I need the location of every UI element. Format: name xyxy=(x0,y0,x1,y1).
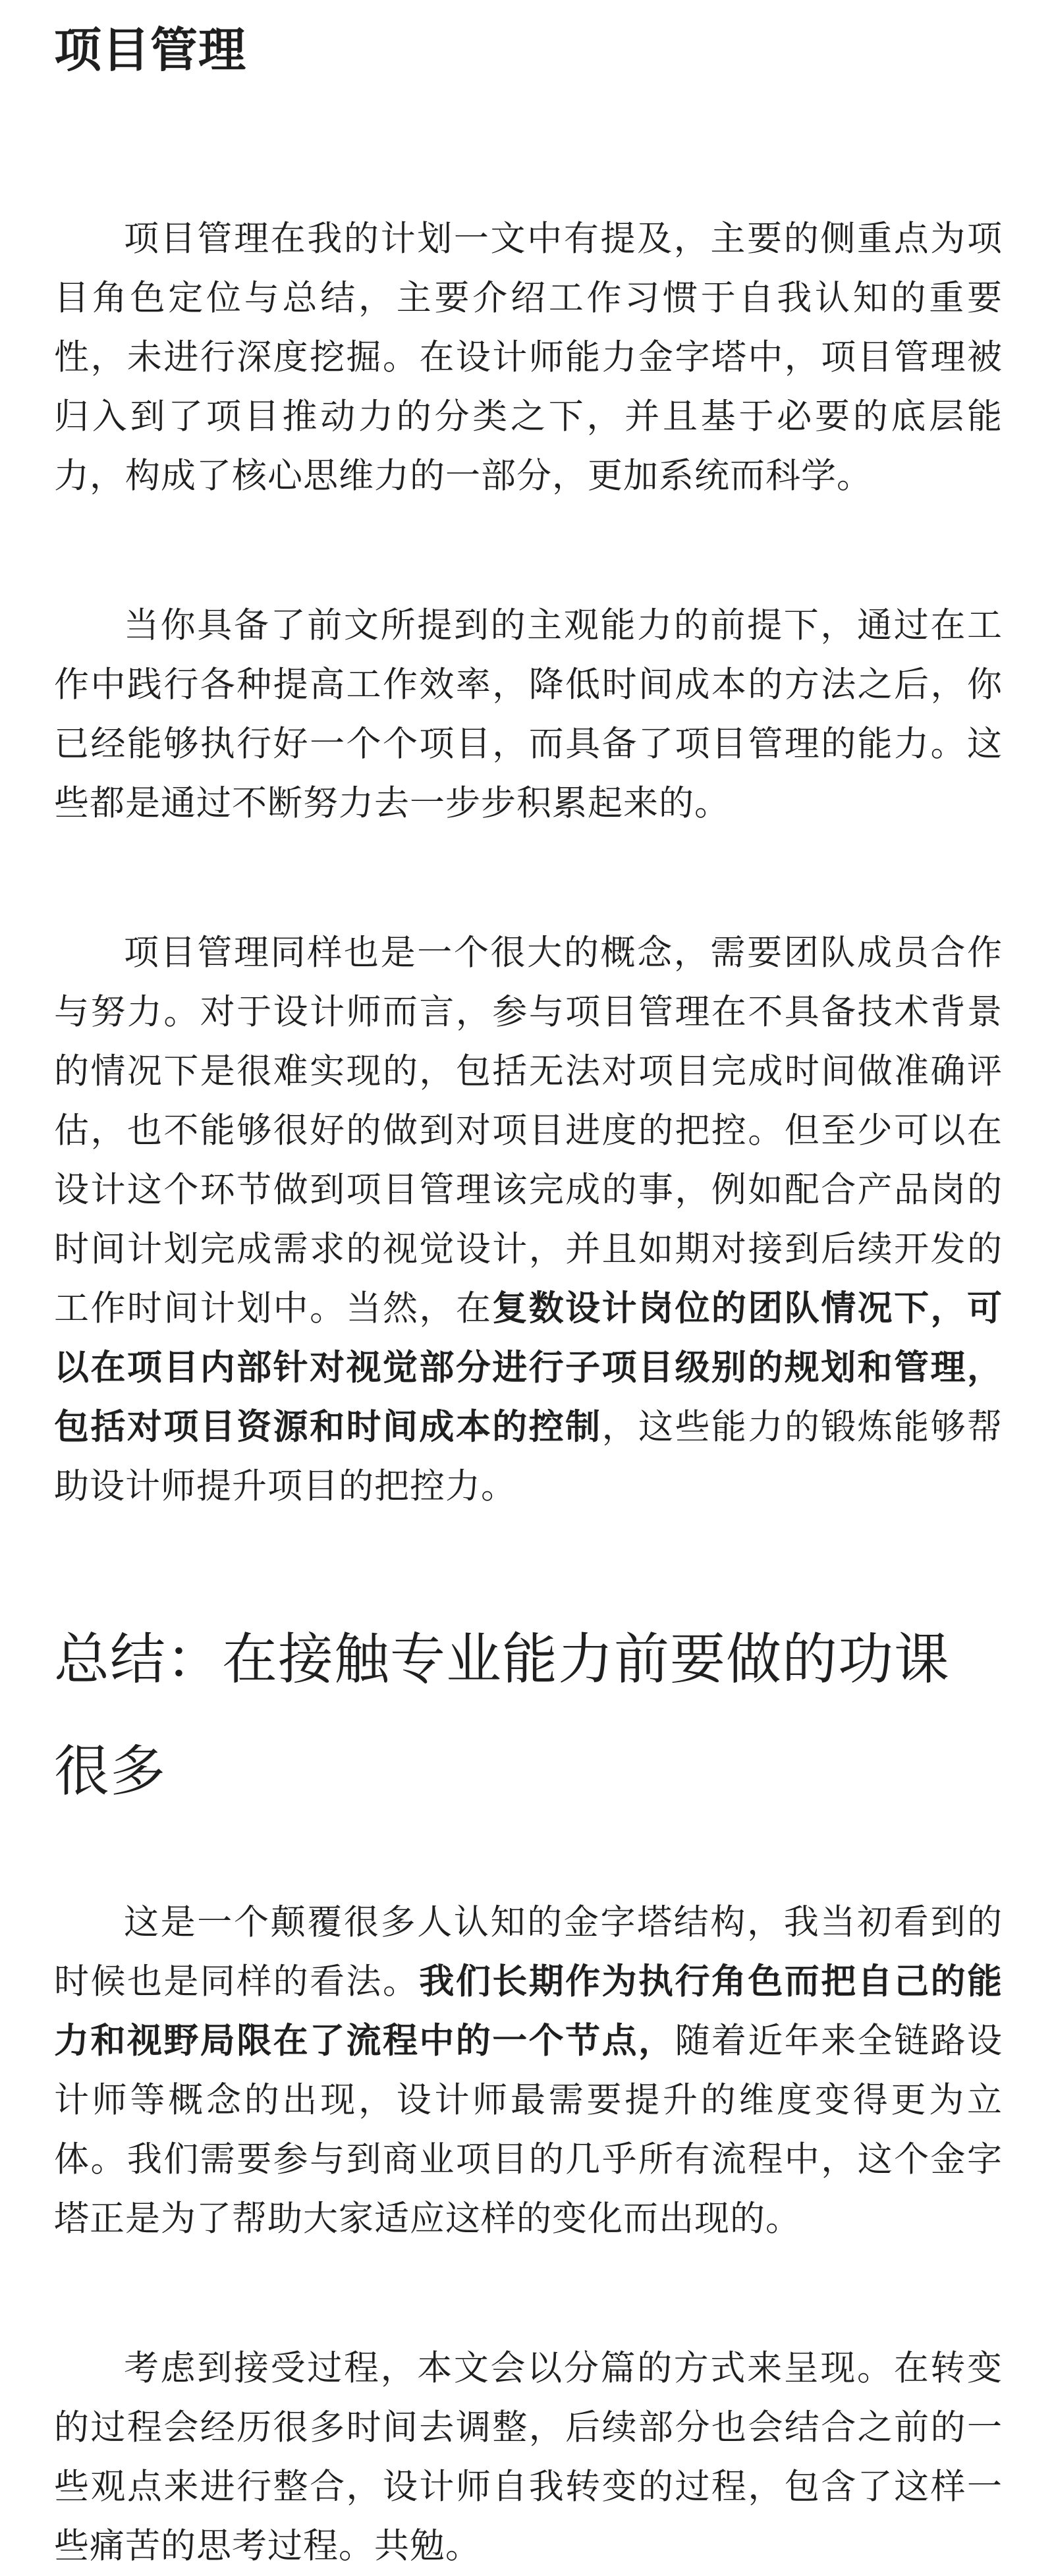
paragraph-3-text-a: 项目管理同样也是一个很大的概念，需要团队成员合作与努力。对于设计师而言，参与项目管理在不具备技术背景的情况下是很难实现的，包括无法对项目完成时间做准确评估，也不能够很好的做到对项目进度的把控。但至少可以在设计这个环节做到项目管理该完成的事，例如配合产品岗的时间计划完成需求的视觉设计，并且如期对接到后续开发的工作时间计划中。当然，在 xyxy=(54,933,1003,1329)
paragraph-5: 考虑到接受过程，本文会以分篇的方式来呈现。在转变的过程会经历很多时间去调整，后续部分也会结合之前的一些观点来进行整合，设计师自我转变的过程，包含了这样一些痛苦的思考过程。共勉。 xyxy=(54,2348,1003,2566)
paragraph-4-emphasis: 我们长期作为执行角色而把自己的能力和视野局限在了流程中的一个节点， xyxy=(54,1961,1003,2061)
paragraph-3 xyxy=(54,923,1003,1516)
paragraph-4-text-b: 随着近年来全链路设计师等概念的出现，设计师最需要提升的维度变得更为立体。我们需要参与到商业项目的几乎所有流程中，这个金字塔正是为了帮助大家适应这样的变化而出现的。 xyxy=(54,2021,1003,2239)
paragraph-4 xyxy=(54,1893,1003,2249)
paragraph-3-emphasis: 复数设计岗位的团队情况下，可以在项目内部针对视觉部分进行子项目级别的规划和管理，包括对项目资源和时间成本的控制 xyxy=(54,1288,1003,1447)
paragraph-1: 项目管理在我的计划一文中有提及，主要的侧重点为项目角色定位与总结，主要介绍工作习惯于自我认知的重要性，未进行深度挖掘。在设计师能力金字塔中，项目管理被归入到了项目推动力的分类之下，并且基于必要的底层能力，构成了核心思维力的一部分，更加系统而科学。 xyxy=(54,219,1003,496)
paragraph-2: 当你具备了前文所提到的主观能力的前提下，通过在工作中践行各种提高工作效率，降低时间成本的方法之后，你已经能够执行好一个个项目，而具备了项目管理的能力。这些都是通过不断努力去一步步积累起来的。 xyxy=(54,605,1003,823)
heading-project-management: 项目管理 xyxy=(54,22,247,78)
article-body xyxy=(54,0,1003,2576)
paragraph-4-text-a: 这是一个颠覆很多人认知的金字塔结构，我当初看到的时候也是同样的看法。 xyxy=(54,1902,1003,2002)
heading-summary: 总结：在接触专业能力前要做的功课很多 xyxy=(54,1627,951,1803)
paragraph-3-text-b: ，这些能力的锻炼能够帮助设计师提升项目的把控力。 xyxy=(54,1407,1003,1506)
